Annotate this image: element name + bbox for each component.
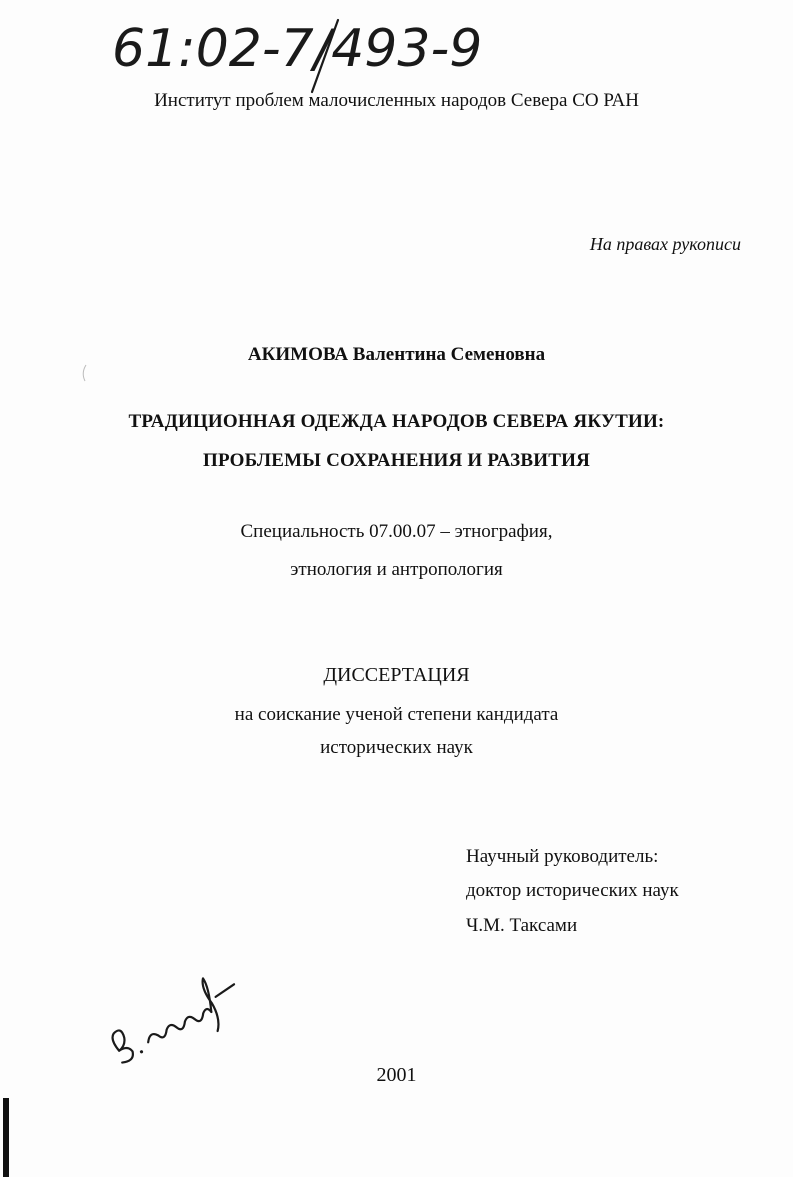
dissertation-title-line-1: ТРАДИЦИОННАЯ ОДЕЖДА НАРОДОВ СЕВЕРА ЯКУТИИ:	[128, 411, 665, 432]
handwritten-code-text: 61:02-7/493-9	[112, 19, 483, 79]
handwritten-signature	[95, 965, 245, 1065]
scan-artifact-mark	[80, 364, 88, 382]
author-name: АКИМОВА Валентина Семеновна	[247, 344, 546, 365]
supervisor-label: Научный руководитель:	[466, 846, 659, 867]
specialty-line-2: этнология и антропология	[290, 559, 503, 580]
dissertation-title-line-2: ПРОБЛЕМЫ СОХРАНЕНИЯ И РАЗВИТИЯ	[202, 450, 591, 471]
rights-note: На правах рукописи	[589, 234, 741, 254]
scan-margin-edge	[0, 1098, 14, 1177]
specialty-line-1: Специальность 07.00.07 – этнография,	[240, 521, 553, 542]
handwritten-catalog-code	[0, 0, 793, 100]
degree-purpose-line-2: исторических наук	[320, 737, 473, 758]
degree-purpose-line-1: на соискание ученой степени кандидата	[234, 704, 559, 725]
publication-year: 2001	[376, 1064, 417, 1086]
institute-name: Институт проблем малочисленных народов Севера СО РАН	[154, 90, 639, 111]
document-type: ДИССЕРТАЦИЯ	[323, 664, 470, 686]
supervisor-name: Ч.М. Таксами	[466, 915, 578, 936]
supervisor-degree: доктор исторических наук	[466, 880, 679, 901]
